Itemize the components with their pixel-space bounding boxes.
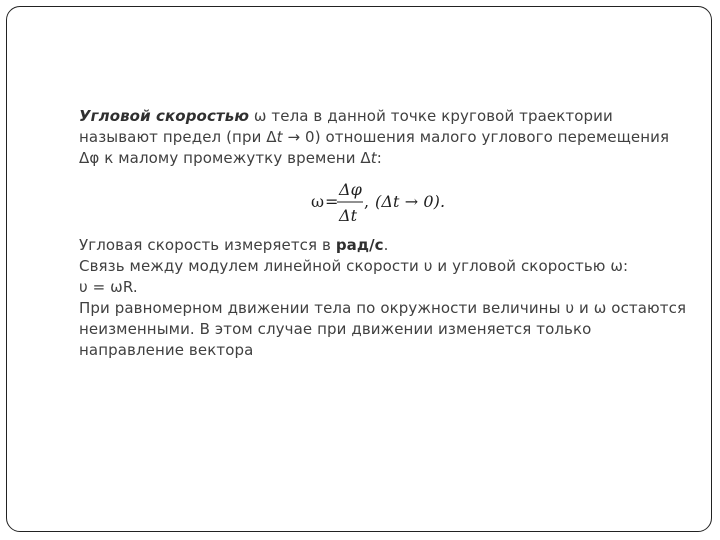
definition-text-b: → 0) отношения малого углового перемещения Δφ к малому промежутку времени Δ bbox=[79, 128, 670, 167]
formula-equals: = bbox=[325, 192, 339, 211]
definition-paragraph bbox=[79, 106, 689, 169]
formula-numerator: Δφ bbox=[339, 180, 362, 199]
unit-label: рад/с bbox=[335, 236, 384, 254]
formula-denominator: Δt bbox=[339, 206, 358, 225]
formula-comma: , bbox=[364, 192, 370, 211]
relation-intro: Связь между модулем линейной скорости υ и угловой скоростью ω: bbox=[79, 257, 629, 275]
formula-svg bbox=[309, 173, 509, 231]
formula-block bbox=[79, 173, 689, 231]
delta-t-symbol-1: t bbox=[276, 128, 283, 146]
angular-velocity-formula bbox=[309, 173, 509, 231]
formula-condition: (Δt → 0). bbox=[375, 192, 446, 211]
defined-term: Угловой скоростью bbox=[79, 107, 249, 125]
definition-text-a: ω тела в данной точке круговой траектории называют предел (при Δ bbox=[79, 107, 613, 146]
formula-lhs: ω bbox=[311, 192, 325, 211]
units-line bbox=[79, 235, 689, 256]
conclusion-paragraph: При равномерном движении тела по окружности величины υ и ω остаются неизменными. В этом случае при движении изменяется только направление вектора bbox=[79, 299, 687, 359]
relation-formula: υ = ωR. bbox=[79, 278, 138, 296]
delta-t-symbol-2: t bbox=[370, 149, 377, 167]
units-end: . bbox=[383, 236, 389, 254]
slide-content bbox=[79, 106, 689, 361]
definition-text-c: : bbox=[376, 149, 382, 167]
units-text: Угловая скорость измеряется в bbox=[79, 236, 336, 254]
